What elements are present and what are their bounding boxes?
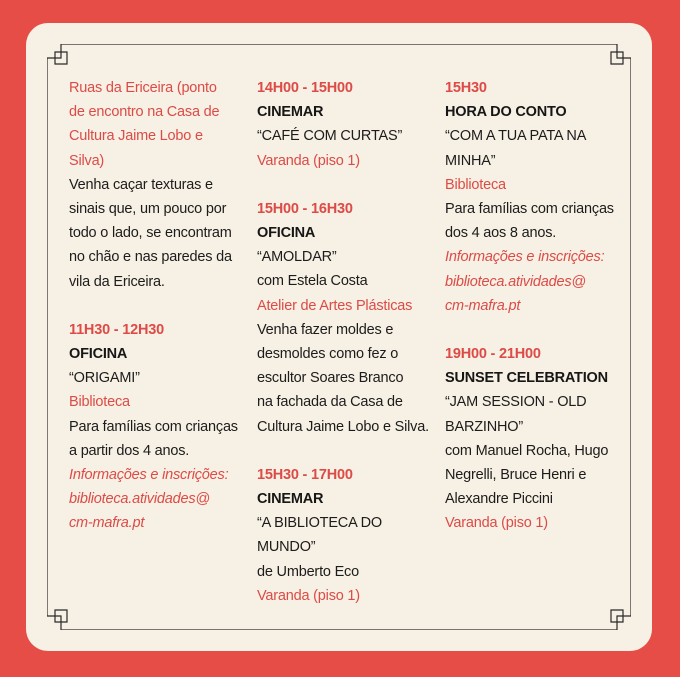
event-description: na fachada da Casa de bbox=[257, 394, 403, 411]
event-location: Atelier de Artes Plásticas bbox=[257, 297, 413, 314]
event-sunset-celebration bbox=[445, 342, 621, 536]
event-host: de Umberto Eco bbox=[257, 563, 359, 580]
location-line: Silva) bbox=[69, 152, 105, 169]
event-info: Informações e inscrições: bbox=[69, 467, 229, 484]
location-line: de encontro na Casa de bbox=[69, 104, 220, 121]
event-time: 19H00 - 21H00 bbox=[445, 346, 541, 363]
event-description: dos 4 aos 8 anos. bbox=[445, 225, 557, 242]
event-info-email[interactable]: biblioteca.atividades@ bbox=[69, 491, 210, 508]
event-category: CINEMAR bbox=[257, 491, 324, 508]
event-description: desmoldes como fez o bbox=[257, 346, 399, 363]
event-amoldar bbox=[257, 197, 433, 439]
description-line: todo o lado, se encontram bbox=[69, 225, 232, 242]
event-location: Varanda (piso 1) bbox=[445, 515, 548, 532]
event-description: Venha fazer moldes e bbox=[257, 321, 394, 338]
event-origami bbox=[69, 318, 241, 536]
event-location: Biblioteca bbox=[445, 176, 506, 193]
event-info-email[interactable]: biblioteca.atividades@ bbox=[445, 273, 586, 290]
event-info-email[interactable]: cm-mafra.pt bbox=[69, 515, 145, 532]
event-time: 15H30 bbox=[445, 80, 487, 96]
event-location: Varanda (piso 1) bbox=[257, 587, 360, 604]
event-description: Para famílias com crianças bbox=[445, 201, 614, 218]
event-info-email[interactable]: cm-mafra.pt bbox=[445, 297, 521, 314]
event-name: BARZINHO” bbox=[445, 418, 523, 435]
event-host: Negrelli, Bruce Henri e bbox=[445, 467, 587, 484]
event-hora-do-conto bbox=[445, 76, 621, 318]
event-description: a partir dos 4 anos. bbox=[69, 442, 190, 459]
event-time: 14H00 - 15H00 bbox=[257, 80, 353, 96]
event-time: 11H30 - 12H30 bbox=[69, 321, 164, 338]
location-line: Ruas da Ericeira (ponto bbox=[69, 80, 217, 96]
event-host: Alexandre Piccini bbox=[445, 491, 553, 508]
event-host: com Manuel Rocha, Hugo bbox=[445, 442, 609, 459]
description-line: sinais que, um pouco por bbox=[69, 201, 227, 218]
event-category: HORA DO CONTO bbox=[445, 104, 567, 121]
event-location: Varanda (piso 1) bbox=[257, 152, 360, 169]
event-name: “ORIGAMI” bbox=[69, 370, 140, 387]
event-name: “AMOLDAR” bbox=[257, 249, 337, 266]
event-category: SUNSET CELEBRATION bbox=[445, 370, 608, 387]
event-description: Cultura Jaime Lobo e Silva. bbox=[257, 418, 429, 435]
event-name: MUNDO” bbox=[257, 539, 316, 556]
event-name: “COM A TUA PATA NA bbox=[445, 128, 587, 145]
event-name: MINHA” bbox=[445, 152, 496, 169]
event-name: “JAM SESSION - OLD bbox=[445, 394, 587, 411]
event-info: Informações e inscrições: bbox=[445, 249, 605, 266]
program-column-3 bbox=[445, 76, 621, 536]
description-line: no chão e nas paredes da bbox=[69, 249, 232, 266]
event-category: OFICINA bbox=[69, 346, 128, 363]
intro-location bbox=[69, 76, 241, 173]
description-line: vila da Ericeira. bbox=[69, 273, 165, 290]
event-description: Para famílias com crianças bbox=[69, 418, 238, 435]
event-time: 15H30 - 17H00 bbox=[257, 466, 353, 483]
event-time: 15H00 - 16H30 bbox=[257, 200, 353, 217]
location-line: Cultura Jaime Lobo e bbox=[69, 128, 203, 145]
program-column-1 bbox=[69, 76, 241, 536]
event-category: CINEMAR bbox=[257, 104, 324, 121]
program-column-2 bbox=[257, 76, 433, 608]
event-cafe-com-curtas bbox=[257, 76, 433, 173]
event-name: “A BIBLIOTECA DO bbox=[257, 515, 382, 532]
event-category: OFICINA bbox=[257, 225, 316, 242]
intro-description bbox=[69, 173, 241, 294]
event-host: com Estela Costa bbox=[257, 273, 368, 290]
event-biblioteca-do-mundo bbox=[257, 463, 433, 608]
description-line: Venha caçar texturas e bbox=[69, 176, 213, 193]
event-name: “CAFÉ COM CURTAS” bbox=[257, 128, 403, 145]
event-description: escultor Soares Branco bbox=[257, 370, 404, 387]
event-location: Biblioteca bbox=[69, 394, 130, 411]
